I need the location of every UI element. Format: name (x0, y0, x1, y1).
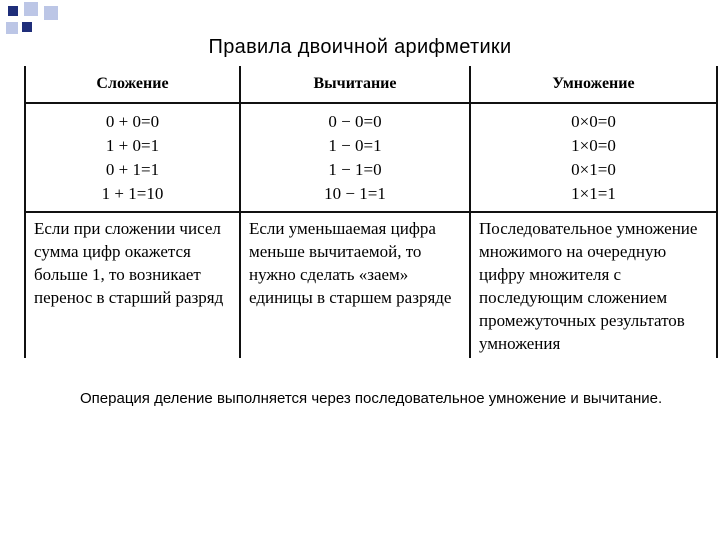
multiplication-description: Последовательное умножение множимого на очередную цифру множителя с последующим сложением промежуточных результатов умножения (470, 212, 716, 358)
deco-square-light-3 (6, 22, 18, 34)
subtraction-op: 0 − 0=0 (328, 112, 382, 131)
deco-square-light-2 (44, 6, 58, 20)
table-description-row (26, 212, 716, 358)
table-operations-row (26, 103, 716, 212)
multiplication-op: 0×0=0 (571, 112, 616, 131)
multiplication-op: 0×1=0 (571, 160, 616, 179)
division-note: Операция деление выполняется через последовательное умножение и вычитание. (80, 390, 663, 407)
header-multiplication: Умножение (470, 66, 716, 103)
deco-square-dark-1 (8, 6, 18, 16)
header-subtraction: Вычитание (240, 66, 470, 103)
table-header-row (26, 66, 716, 103)
deco-square-dark-2 (22, 22, 32, 32)
multiplication-operations (470, 103, 716, 212)
addition-op: 1 + 1=10 (101, 184, 164, 203)
subtraction-op: 10 − 1=1 (324, 184, 386, 203)
addition-operations (26, 103, 240, 212)
subtraction-description: Если уменьшаемая цифра меньше вычитаемой, то нужно сделать «заем» единицы в старшем разряде (240, 212, 470, 358)
addition-op: 0 + 1=1 (105, 160, 160, 179)
subtraction-op: 1 − 1=0 (328, 160, 382, 179)
addition-op: 1 + 0=1 (105, 136, 160, 155)
rules-table (26, 66, 716, 358)
header-addition: Сложение (26, 66, 240, 103)
addition-description: Если при сложении чисел сумма цифр окажется больше 1, то возникает перенос в старший разряд (26, 212, 240, 358)
subtraction-operations (240, 103, 470, 212)
multiplication-op: 1×1=1 (571, 184, 616, 203)
decorative-squares (0, 0, 120, 40)
rules-table-frame (24, 66, 718, 358)
subtraction-op: 1 − 0=1 (328, 136, 382, 155)
multiplication-op: 1×0=0 (571, 136, 616, 155)
slide-title: Правила двоичной арифметики (208, 36, 512, 58)
deco-square-light-1 (24, 2, 38, 16)
addition-op: 0 + 0=0 (105, 112, 160, 131)
